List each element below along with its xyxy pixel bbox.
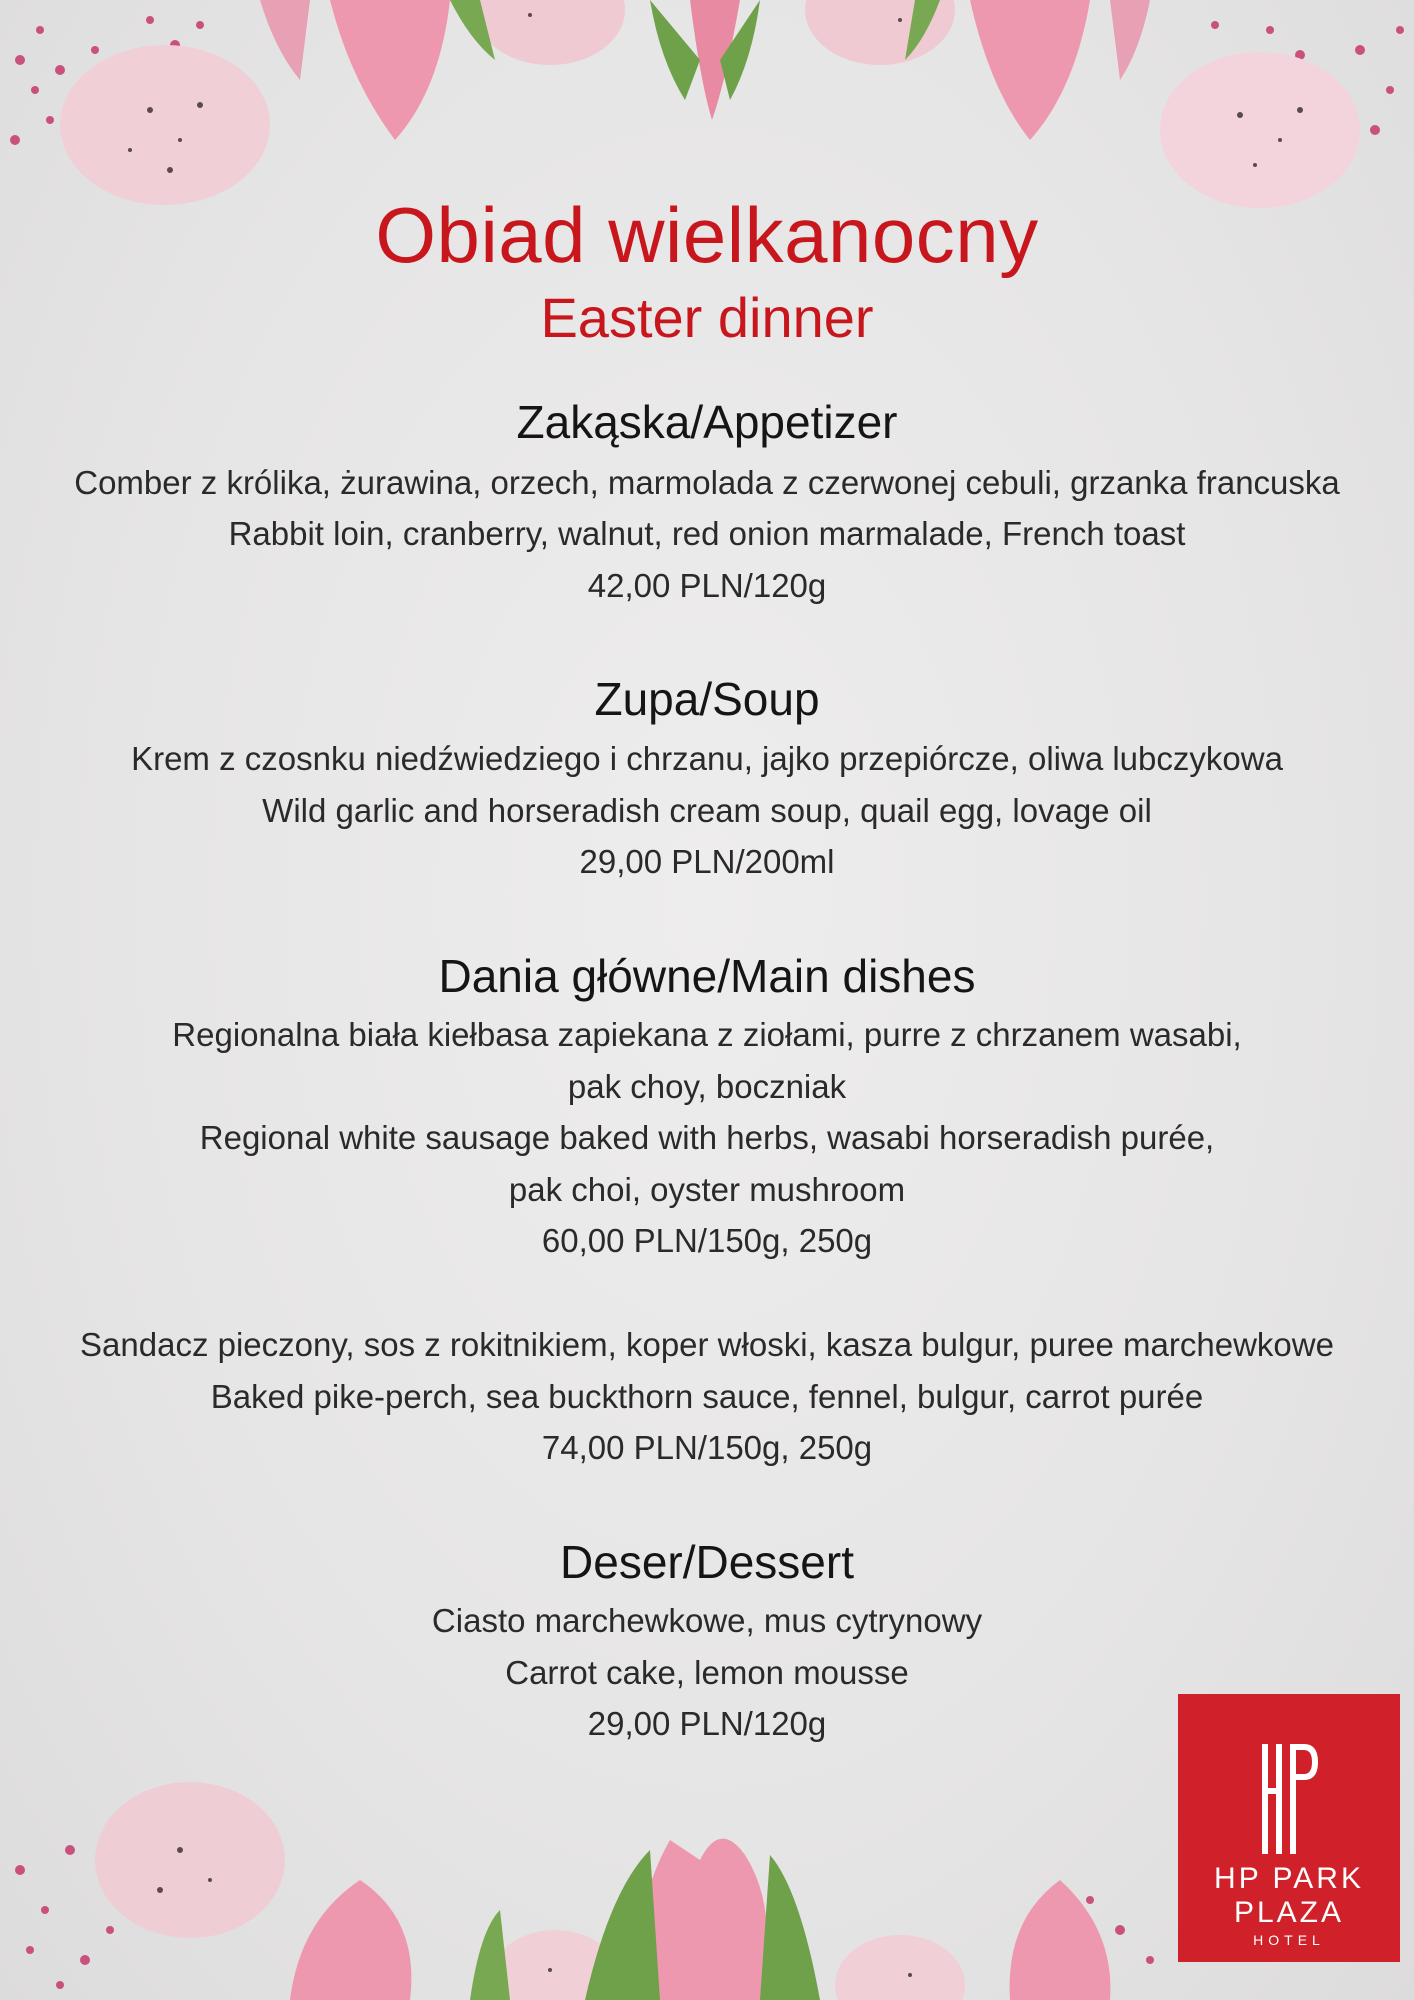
main-dish-1-description-pl-cont: pak choy, boczniak bbox=[567, 1068, 847, 1105]
gypsophila-flowers bbox=[15, 1845, 1154, 1989]
section-title-appetizer: Zakąska/Appetizer bbox=[516, 396, 898, 448]
dessert-price: 29,00 PLN/120g bbox=[587, 1705, 827, 1742]
main-dish-2-description-en: Baked pike-perch, sea buckthorn sauce, fennel, bulgur, carrot purée bbox=[210, 1378, 1204, 1415]
dessert-description-pl: Ciasto marchewkowe, mus cytrynowy bbox=[431, 1602, 983, 1639]
main-dish-1-description-pl: Regionalna biała kiełbasa zapiekana z ziołami, purre z chrzanem wasabi, bbox=[172, 1016, 1242, 1053]
speckled-easter-eggs bbox=[95, 1782, 965, 2000]
pink-tulips bbox=[290, 1839, 1110, 2000]
hotel-logo bbox=[1178, 1694, 1400, 1962]
section-title-soup: Zupa/Soup bbox=[594, 673, 820, 725]
logo-name-line2: PLAZA bbox=[1233, 1896, 1345, 1929]
pink-tulips bbox=[260, 0, 1150, 140]
menu-subtitle: Easter dinner bbox=[540, 286, 874, 349]
logo-subtitle: HOTEL bbox=[1253, 1932, 1325, 1948]
main-dish-2-description-pl: Sandacz pieczony, sos z rokitnikiem, koper włoski, kasza bulgur, puree marchewkowe bbox=[80, 1326, 1334, 1363]
section-title-dessert: Deser/Dessert bbox=[560, 1536, 854, 1588]
soup-description-pl: Krem z czosnku niedźwiedziego i chrzanu, jajko przepiórcze, oliwa lubczykowa bbox=[131, 740, 1283, 777]
main-dish-1-price: 60,00 PLN/150g, 250g bbox=[541, 1222, 873, 1259]
soup-description-en: Wild garlic and horseradish cream soup, quail egg, lovage oil bbox=[262, 792, 1152, 829]
section-title-main-dishes: Dania główne/Main dishes bbox=[438, 950, 976, 1002]
main-dish-1-description-en-cont: pak choi, oyster mushroom bbox=[508, 1171, 906, 1208]
main-dish-1-description-en: Regional white sausage baked with herbs, wasabi horseradish purée, bbox=[199, 1119, 1215, 1156]
main-dish-2-price: 74,00 PLN/150g, 250g bbox=[541, 1429, 873, 1466]
gypsophila-flowers bbox=[10, 16, 1404, 145]
logo-name bbox=[1178, 1862, 1400, 1930]
menu-title: Obiad wielkanocny bbox=[375, 191, 1039, 279]
appetizer-price: 42,00 PLN/120g bbox=[587, 567, 827, 604]
soup-price: 29,00 PLN/200ml bbox=[579, 843, 835, 880]
hp-monogram-icon bbox=[1260, 1744, 1320, 1854]
logo-name-line1: HP PARK bbox=[1214, 1862, 1364, 1895]
dessert-description-en: Carrot cake, lemon mousse bbox=[505, 1654, 909, 1691]
appetizer-description-en: Rabbit loin, cranberry, walnut, red onion marmalade, French toast bbox=[228, 515, 1186, 552]
appetizer-description-pl: Comber z królika, żurawina, orzech, marmolada z czerwonej cebuli, grzanka francuska bbox=[74, 464, 1340, 501]
speckled-easter-eggs bbox=[60, 0, 1360, 208]
